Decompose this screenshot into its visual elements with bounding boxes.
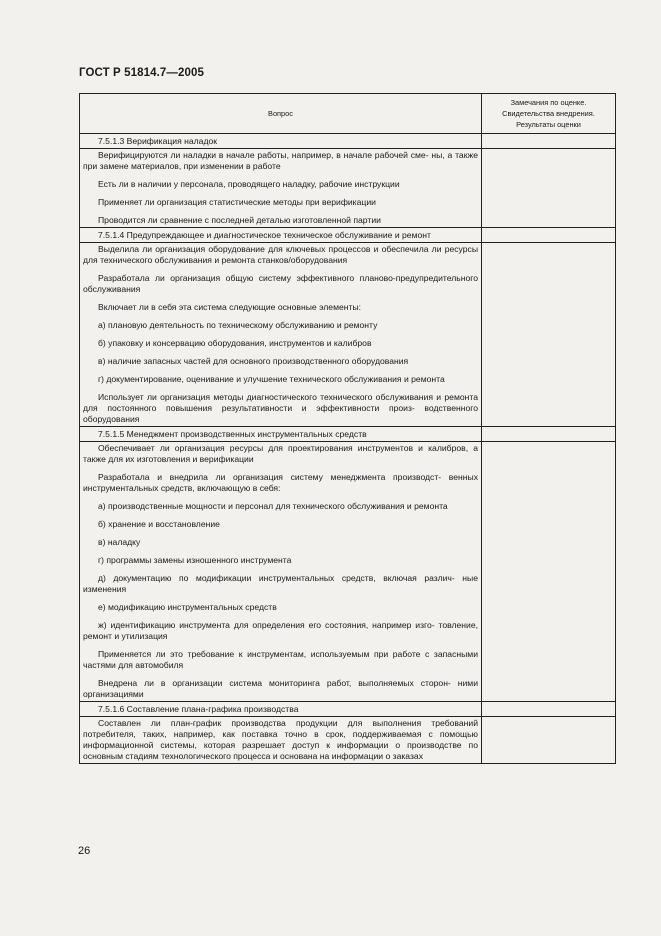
question-item: ж) идентификацию инструмента для определения его состояния, например изго- товление, ремонт и утилизация: [83, 620, 478, 641]
question-item: в) наладку: [98, 537, 141, 547]
header-notes-text: Замечания по оценке. Свидетельства внедрения. Результаты оценки: [502, 98, 595, 129]
questions-row-7-5-1-6: [80, 717, 616, 764]
question-item: Составлен ли план-график производства продукции для выполнения требований потребителя, таких, например, как поставка точно в срок, поддерживаемая с помощью информационной системы, которая разрешает доступ к информации о производстве по основным стадиям технологического процесса и основана на информации о заказах: [83, 718, 478, 761]
section-title: 7.5.1.4 Предупреждающее и диагностическое техническое обслуживание и ремонт: [80, 228, 482, 243]
notes-cell: [482, 717, 616, 764]
notes-cell: [482, 427, 616, 442]
notes-cell: [482, 228, 616, 243]
section-title: 7.5.1.5 Менеджмент производственных инструментальных средств: [80, 427, 482, 442]
table-header-row: [80, 94, 616, 134]
question-item: Выделила ли организация оборудование для ключевых процессов и обеспечила ли ресурсы для технического обслуживания и ремонта станков/оборудования: [83, 244, 478, 265]
question-item: Верифицируются ли наладки в начале работы, например, в начале рабочей сме- ны, а также при замене материалов, при изменении в работе: [83, 150, 478, 171]
question-item: Включает ли в себя эта система следующие основные элементы:: [98, 302, 362, 312]
question-item: Использует ли организация методы диагностического технического обслуживания и ремонта для постоянного повышения результативности и эффективности произ- водственного оборудования: [83, 392, 478, 424]
notes-cell: [482, 243, 616, 427]
question-item: г) программы замены изношенного инструмента: [98, 555, 292, 565]
question-item: Проводится ли сравнение с последней деталью изготовленной партии: [98, 215, 381, 225]
questions-cell: [80, 149, 482, 228]
page-number: 26: [78, 845, 91, 857]
question-item: Есть ли в наличии у персонала, проводящего наладку, рабочие инструкции: [98, 179, 400, 189]
questions-row-7-5-1-5: [80, 442, 616, 702]
questions-row-7-5-1-3: [80, 149, 616, 228]
section-row-7-5-1-5: [80, 427, 616, 442]
questions-cell: [80, 717, 482, 764]
question-item: а) плановую деятельность по техническому обслуживанию и ремонту: [98, 320, 378, 330]
question-item: Разработала ли организация общую систему эффективного планово-предупредительного обслуживания: [83, 273, 478, 294]
question-item: Внедрена ли в организации система мониторинга работ, выполняемых сторон- ними организациями: [83, 678, 478, 699]
section-title: 7.5.1.3 Верификация наладок: [80, 134, 482, 149]
section-row-7-5-1-4: [80, 228, 616, 243]
question-item: Обеспечивает ли организация ресурсы для проектирования инструментов и калибров, а также для их изготовления и верификации: [83, 443, 478, 464]
questions-row-7-5-1-4: [80, 243, 616, 427]
question-item: в) наличие запасных частей для основного производственного оборудования: [98, 356, 409, 366]
notes-cell: [482, 134, 616, 149]
header-question: Вопрос: [80, 94, 482, 134]
assessment-table: [79, 93, 616, 764]
notes-cell: [482, 442, 616, 702]
question-item: е) модификацию инструментальных средств: [98, 602, 277, 612]
question-item: Применяется ли это требование к инструментам, используемым при работе с запасными частями для автомобиля: [83, 649, 478, 670]
notes-cell: [482, 149, 616, 228]
question-item: б) хранение и восстановление: [98, 519, 220, 529]
question-item: Применяет ли организация статистические методы при верификации: [98, 197, 376, 207]
section-title: 7.5.1.6 Составление плана-графика производства: [80, 702, 482, 717]
question-item: д) документацию по модификации инструментальных средств, включая различ- ные изменения: [83, 573, 478, 594]
document-code: ГОСТ Р 51814.7—2005: [79, 67, 204, 79]
questions-cell: [80, 442, 482, 702]
question-item: г) документирование, оценивание и улучшение технического обслуживания и ремонта: [98, 374, 445, 384]
questions-cell: [80, 243, 482, 427]
section-row-7-5-1-6: [80, 702, 616, 717]
notes-cell: [482, 702, 616, 717]
question-item: б) упаковку и консервацию оборудования, инструментов и калибров: [98, 338, 372, 348]
section-row-7-5-1-3: [80, 134, 616, 149]
question-item: Разработала и внедрила ли организация систему менеджмента производст- венных инструментальных средств, включающую в себя:: [83, 472, 478, 493]
question-item: а) производственные мощности и персонал для технического обслуживания и ремонта: [98, 501, 448, 511]
header-notes: [482, 94, 616, 134]
